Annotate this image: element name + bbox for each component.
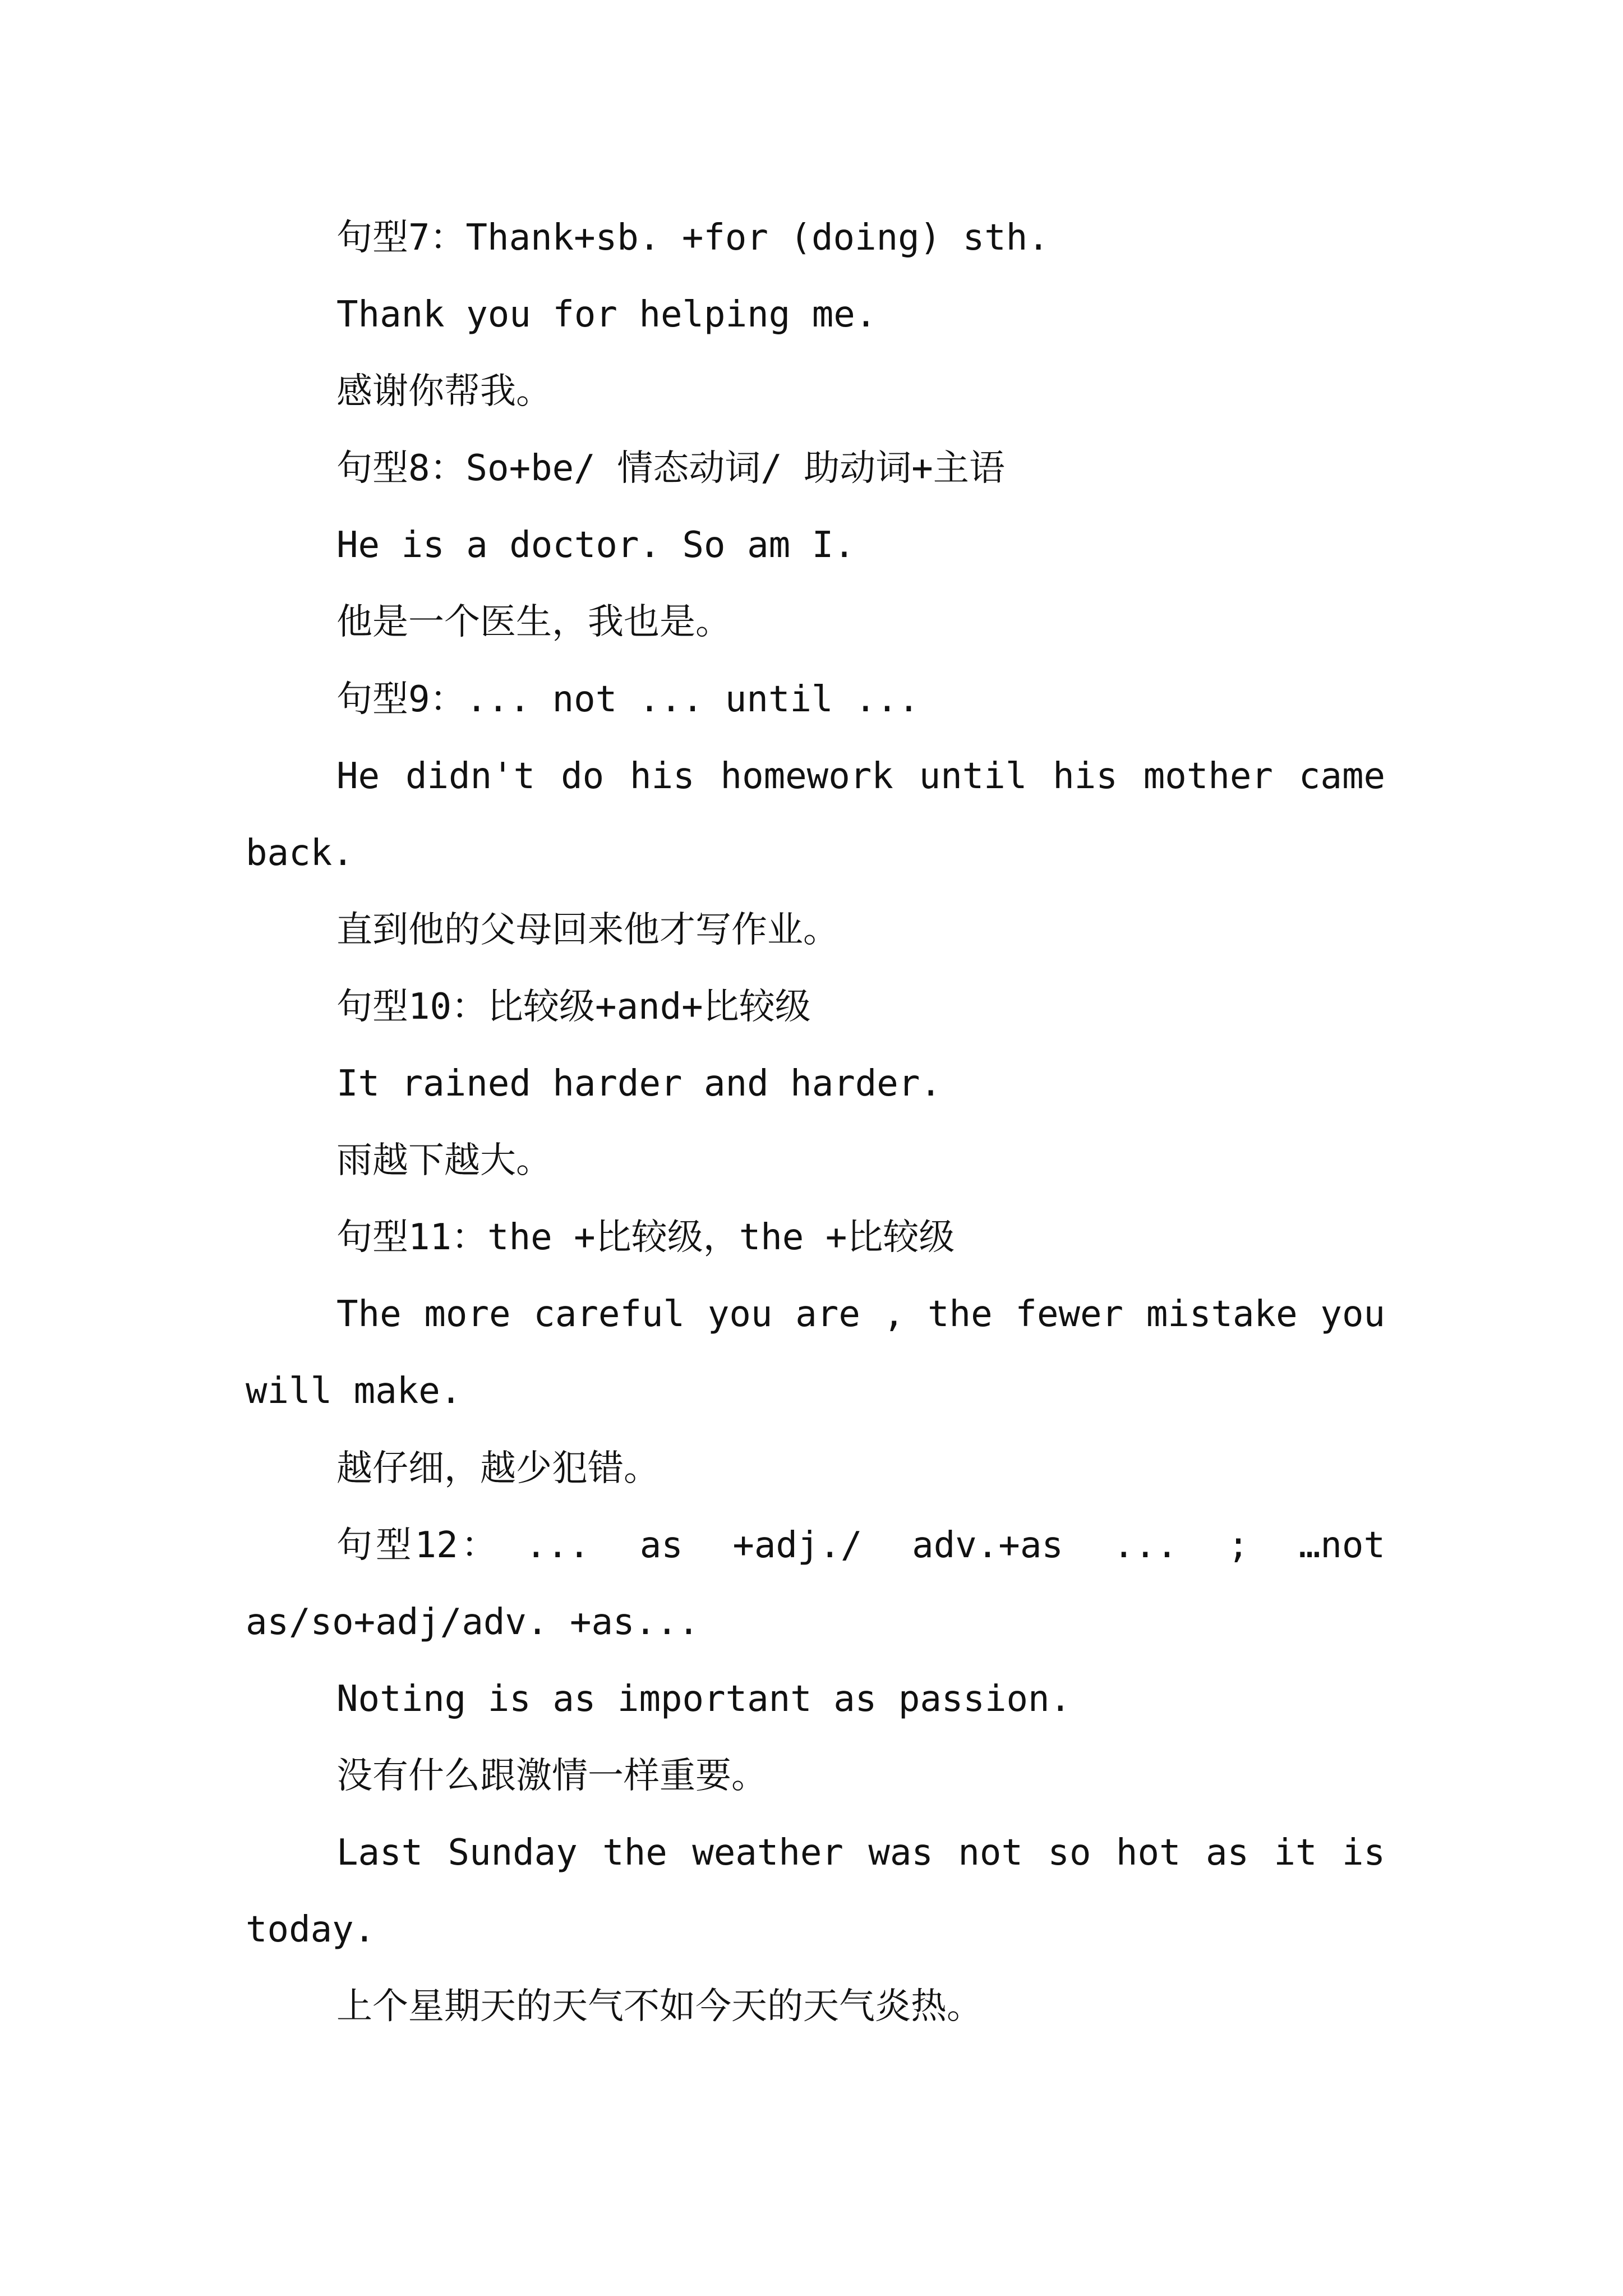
pattern-8-example-en: He is a doctor. So am I. (336, 524, 855, 567)
pattern-9-heading: 句型9：... not ... until ... (336, 678, 920, 720)
pattern-11-example-zh: 越仔细，越少犯错。 (336, 1447, 660, 1489)
pattern-12-example-2-en: Last Sunday the weather was not so hot as it is today. (246, 1832, 1407, 1951)
pattern-7-example-en: Thank you for helping me. (336, 294, 877, 336)
pattern-12-example-1-en: Noting is as important as passion. (336, 1678, 1072, 1720)
pattern-8-example-zh: 他是一个医生，我也是。 (336, 601, 731, 643)
pattern-11-example-en: The more careful you are , the fewer mistake you will make. (246, 1294, 1407, 1412)
pattern-8-heading: 句型8：So+be/ 情态动词/ 助动词+主语 (336, 448, 1005, 490)
pattern-10-example-en: It rained harder and harder. (336, 1063, 942, 1105)
pattern-7-heading: 句型7：Thank+sb. +for (doing) sth. (336, 217, 1049, 259)
pattern-11-heading: 句型11：the +比较级，the +比较级 (336, 1217, 955, 1259)
pattern-12-heading: 句型12： ... as +adj./ adv.+as ... ; …not as/so+adj/adv. +as... (246, 1524, 1407, 1643)
pattern-12-example-1-zh: 没有什么跟激情一样重要。 (336, 1755, 767, 1797)
pattern-12-example-2-zh: 上个星期天的天气不如今天的天气炎热。 (336, 1986, 983, 2028)
pattern-7-example-zh: 感谢你帮我。 (336, 371, 552, 413)
pattern-9-example-en: He didn't do his homework until his mother came back. (246, 755, 1407, 874)
pattern-10-example-zh: 雨越下越大。 (336, 1140, 552, 1182)
pattern-10-heading: 句型10：比较级+and+比较级 (336, 986, 811, 1028)
pattern-9-example-zh: 直到他的父母回来他才写作业。 (336, 909, 839, 951)
document-body (246, 200, 1407, 2045)
